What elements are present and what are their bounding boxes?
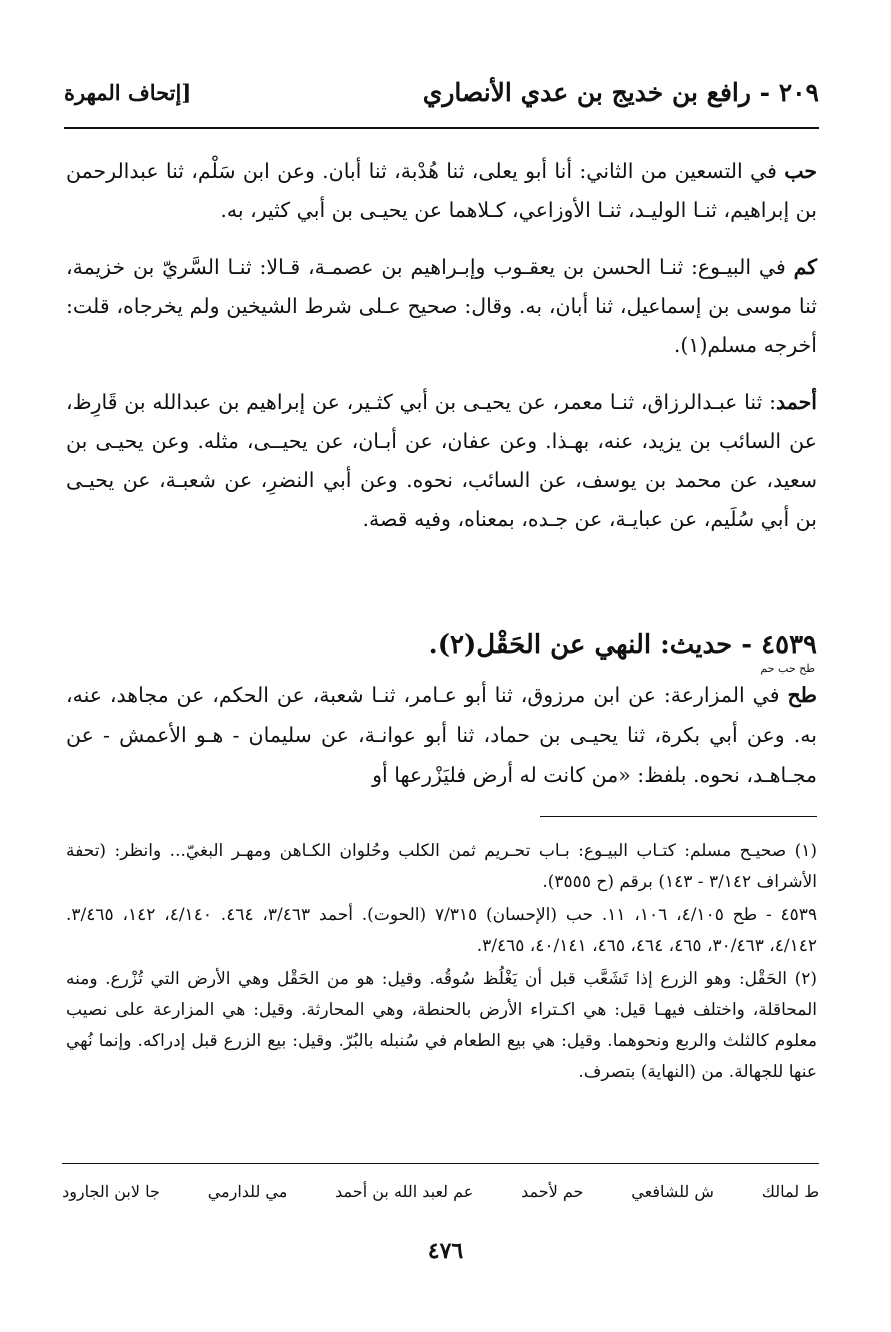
paragraph-hibban: [66, 152, 817, 230]
paragraph-ahmad: [66, 383, 817, 539]
source-abbrev: طح: [787, 683, 817, 707]
source-abbrev: حب: [784, 159, 817, 183]
hadith-entry: [66, 628, 817, 795]
running-header: [64, 76, 819, 116]
main-text: [66, 152, 817, 557]
hadith-text: [66, 675, 817, 795]
hadith-body: في المزارعة: عن ابن مرزوق، ثنا أبو عـامر، ثنـا شعبة، عن الحكم، عن مجاهد، عنه، به. وعن أبي بكرة، ثنا يحيـى بن حماد، ثنا أبو عوانـة، عن سليمان - هـو الأعمش - عن مجـاهـد، نحوه. بلفظ: «من كانت له أرض فليَزْرعها أو: [66, 683, 817, 787]
paragraph-text: في البيـوع: ثنـا الحسن بن يعقـوب وإبـراهيم بن عصمـة، قـالا: ثنـا السَّريّ بن خزيمة، ثنا موسى بن إسماعيل، ثنا أبان، به. وقال: صحيح عـلى شرط الشيخين ولم يخرجاه، قلت: أخرجه مسلم(١).: [66, 255, 817, 357]
hadith-sources-line: طح حب حم: [760, 662, 815, 675]
footnote-2: (٢) الحَقْل: وهو الزرع إذا تَشَعَّب قبل أن يَغْلُظ سُوقُه. وقيل: هو من الحَقْل وهي الأرض التي تُزْرع. ومنه المحاقلة، واختلف فيهـا قيل: هي اكـتراء الأرض بالحنطة، وهي المحارثة. وقيل: هي المزارعة على نصيب معلوم كالثلث والربع ونحوهما. وقيل: هي بيع الطعام في سُنبله بالبُرّ. وقيل: بيع الزرع قبل إدراكه. وإنما نُهي عنها للجهالة. من (النهاية) بتصرف.: [66, 969, 817, 1082]
paragraph-text: : ثنا عبـدالرزاق، ثنـا معمر، عن يحيـى بن أبي كثـير، عن إبراهيم بن عبدالله بن قَارِظ، عن السائب بن يزيد، عنه، بهـذا. وعن عفان، عن أبـان، عن يحيــى، مثله. وعن يحيـى بن سعيد، عن محمد بن يوسف، عن السائب، نحوه. وعن أبي النضرِ، عن شعبـة، عن يحيـى بن أبي سُلَيم، عن عبايـة، عن جـده، بمعناه، وفيه قصة.: [66, 390, 817, 531]
abbreviations-key: [62, 1182, 819, 1212]
footnote-1: (١) صحيـح مسلم: كتـاب البيـوع: بـاب تحـريم ثمن الكلب وحُلوان الكـاهن ومهـر البغيّ... وانظر: (تحفة الأشراف ٣/١٤٢ - ١٤٣) برقم (ح ٣٥٥٥).: [66, 841, 817, 892]
footnote-separator: [540, 816, 817, 817]
book-title: [إتحاف المهرة: [64, 80, 192, 105]
footnote-references: ٤٥٣٩ - طح ٤/١٠٥، ١٠٦، ١١. حب (الإحسان) ٧/٣١٥ (الحوت). أحمد ٣/٤٦٣، ٤٦٤. ٤/١٤٠، ١٤٢، ٣/٤٦٥. ٤/١٤٢، ٣٠/٤٦٣، ٤٦٥، ٤٦٤، ٤٦٥، ٤٠/١٤١، ٣/٤٦٥.: [66, 905, 818, 956]
abbreviations-separator: [62, 1163, 819, 1164]
header-rule: [64, 127, 819, 129]
chapter-title: ٢٠٩ - رافع بن خديج بن عدي الأنصاري: [422, 78, 819, 107]
paragraph-hakim: [66, 248, 817, 365]
abbrev-item: حم لأحمد: [521, 1182, 584, 1201]
abbrev-item: ش للشافعي: [631, 1182, 714, 1201]
abbrev-item: جا لابن الجارود: [62, 1182, 160, 1201]
source-abbrev: كم: [793, 255, 817, 279]
source-abbrev: أحمد: [776, 390, 817, 414]
abbrev-item: ط لمالك: [761, 1182, 819, 1201]
abbrev-item: مي للدارمي: [207, 1182, 288, 1201]
hadith-title: ٤٥٣٩ - حديث: النهي عن الحَقْل(٢).: [428, 630, 817, 660]
abbrev-item: عم لعبد الله بن أحمد: [335, 1182, 474, 1201]
paragraph-text: في التسعين من الثاني: أنا أبو يعلى، ثنا هُدْبة، ثنا أبان. وعن ابن سَلْم، ثنا عبدالرحمن بن إبراهيم، ثنـا الوليـد، ثنـا الأوزاعي، كـلاهما عن يحيـى بن أبي كثير، به.: [66, 159, 817, 222]
page-number: ٤٧٦: [427, 1238, 464, 1264]
footnotes: [66, 836, 817, 1090]
